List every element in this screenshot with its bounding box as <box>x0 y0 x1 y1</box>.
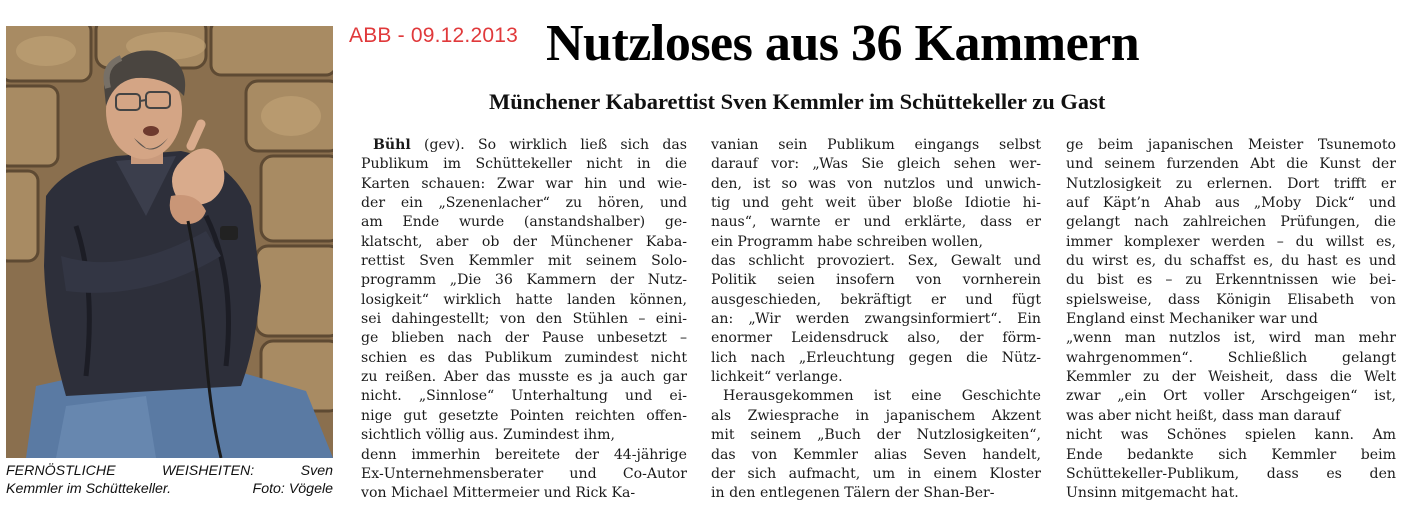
article-line: Karten schauen: Zwar war hin und wie- <box>361 175 687 192</box>
article-line: ausgeschieden, bekräftigt er und fügt <box>711 291 1041 308</box>
article-line: das schlicht provoziert. Sex, Gewalt und <box>711 253 1041 270</box>
subheadline: Münchener Kabarettist Sven Kemmler im Schüttekeller zu Gast <box>489 89 1106 114</box>
article-column-2 <box>711 136 1041 504</box>
article-line: England einst Mechaniker war und <box>1066 311 1318 328</box>
article-line: Ex-Unternehmensberater und Co-Autor <box>361 465 687 482</box>
article-text: (gev). So wirklich ließ sich das <box>410 137 687 153</box>
article-line: in den entlegenen Tälern der Shan-Ber- <box>711 485 995 502</box>
photo-credit: Foto: Vögele <box>252 481 333 497</box>
caption-word: Sven <box>300 463 333 479</box>
article-column-3 <box>1066 136 1396 504</box>
article-line: zwar „ein Ort voller Arschgeigen“ ist, <box>1066 388 1396 405</box>
article-line: was aber nicht heißt, dass man darauf <box>1066 407 1341 424</box>
caption-line-2 <box>6 480 333 498</box>
article-line: darauf vor: „Was Sie gleich sehen wer- <box>711 156 1041 173</box>
article-line: Ende bedankte sich Kemmler beim <box>1066 446 1396 463</box>
caption-line-1 <box>6 462 333 480</box>
article-line: lich nach „Erleuchtung gegen die Nütz- <box>711 349 1041 366</box>
dateline: Bühl <box>373 137 411 153</box>
photo-caption <box>6 462 333 498</box>
article-photo <box>6 26 333 458</box>
article-line: spielsweise, dass Königin Elisabeth von <box>1066 291 1396 308</box>
article-line: auf Käpt’n Ahab aus „Moby Dick“ und <box>1066 195 1396 212</box>
article-line: mit seinem „Buch der Nutzlosigkeiten“, <box>711 427 1041 444</box>
article-line: enormer Leidensdruck also, der förm- <box>711 330 1041 347</box>
article-line: den, ist so was von nutzlos und unwich- <box>711 175 1041 192</box>
caption-word: FERNÖSTLICHE <box>6 463 116 479</box>
article-line: Kemmler zu der Weisheit, dass die Welt <box>1066 369 1396 386</box>
article-line: am Ende wurde (anstandshalber) ge- <box>361 214 687 231</box>
article-line: an: „Wir werden zwangsinformiert“. Ein <box>711 311 1041 328</box>
article-line: von Michael Mittermeier und Rick Ka- <box>361 485 636 502</box>
date-stamp: ABB - 09.12.2013 <box>349 24 518 47</box>
article-line: zu reißen. Aber das musste es ja auch gar <box>361 369 687 386</box>
article-line: nicht was Schönes spielen kann. Am <box>1066 427 1396 444</box>
article-line: der sich aufmacht, um in einem Kloster <box>711 465 1041 482</box>
article-line: Unsinn mitgemacht hat. <box>1066 485 1239 502</box>
article-line: programm „Die 36 Kammern der Nutz- <box>361 272 687 289</box>
article-line: klatscht, aber ob der Münchener Kaba- <box>361 233 687 250</box>
article-line: immer komplexer werden – du willst es, <box>1066 233 1396 250</box>
article-line: sei dahingestellt; von den Stühlen – eini- <box>361 311 687 328</box>
article-line: gelangt nach zahlreichen Prüfungen, die <box>1066 214 1396 231</box>
article-line: ge beim japanischen Meister Tsunemoto <box>1066 137 1396 153</box>
article-line: Publikum im Schüttekeller nicht in die <box>361 156 687 173</box>
article-line: naus“, warnte er und erklärte, dass er <box>711 214 1041 231</box>
article-line: Herausgekommen ist eine Geschichte <box>723 388 1041 405</box>
article-line: vanian sein Publikum eingangs selbst <box>711 137 1041 153</box>
article-line: losigkeit“ wirklich hatte landen können, <box>361 291 687 308</box>
article-line: nige gut gesetzte Pointen reichten offen- <box>361 407 687 424</box>
article-line: Politik seien insofern von vornherein <box>711 272 1041 289</box>
article-line: du bist es – zu Erkenntnissen wie bei- <box>1066 272 1396 289</box>
article-line: du wirst es, du schaffst es, du hast es und <box>1066 253 1396 270</box>
article-line: lichkeit“ verlange. <box>711 369 843 386</box>
article-line: das von Kemmler alias Seven handelt, <box>711 446 1041 463</box>
article-line: Schüttekeller-Publikum, dass es den <box>1066 465 1396 482</box>
article-line: der ein „Szenenlacher“ zu hören, und <box>361 195 687 212</box>
article-line: als Zwiesprache in japanischem Akzent <box>711 407 1041 424</box>
article-line: tig und geht weit über bloße Idiotie hi- <box>711 195 1041 212</box>
article-line: wahrgenommen“. Schließlich gelangt <box>1066 349 1396 366</box>
article-line: Nutzlosigkeit zu erlernen. Dort trifft er <box>1066 175 1396 192</box>
headline: Nutzloses aus 36 Kammern <box>546 15 1140 72</box>
article-line: und seinem furzenden Abt die Kunst der <box>1066 156 1396 173</box>
article-line: nicht. „Sinnlose“ Unterhaltung und ei- <box>361 388 687 405</box>
article-line <box>361 136 687 155</box>
article-line: schien es das Publikum zumindest nicht <box>361 349 687 366</box>
article-line: ein Programm habe schreiben wollen, <box>711 233 983 250</box>
article-line: rettist Sven Kemmler mit seinem Solo- <box>361 253 687 270</box>
article-line: denn immerhin bereitete der 44-jährige <box>361 446 687 463</box>
article-line: sichtlich völlig aus. Zumindest ihm, <box>361 427 615 444</box>
article-line: „wenn man nutzlos ist, wird man mehr <box>1066 330 1396 347</box>
article-line: ge blieben nach der Pause unbesetzt – <box>361 330 687 347</box>
article-column-1 <box>361 136 687 504</box>
caption-word: WEISHEITEN: <box>162 463 255 479</box>
caption-text: Kemmler im Schüttekeller. <box>6 481 172 497</box>
